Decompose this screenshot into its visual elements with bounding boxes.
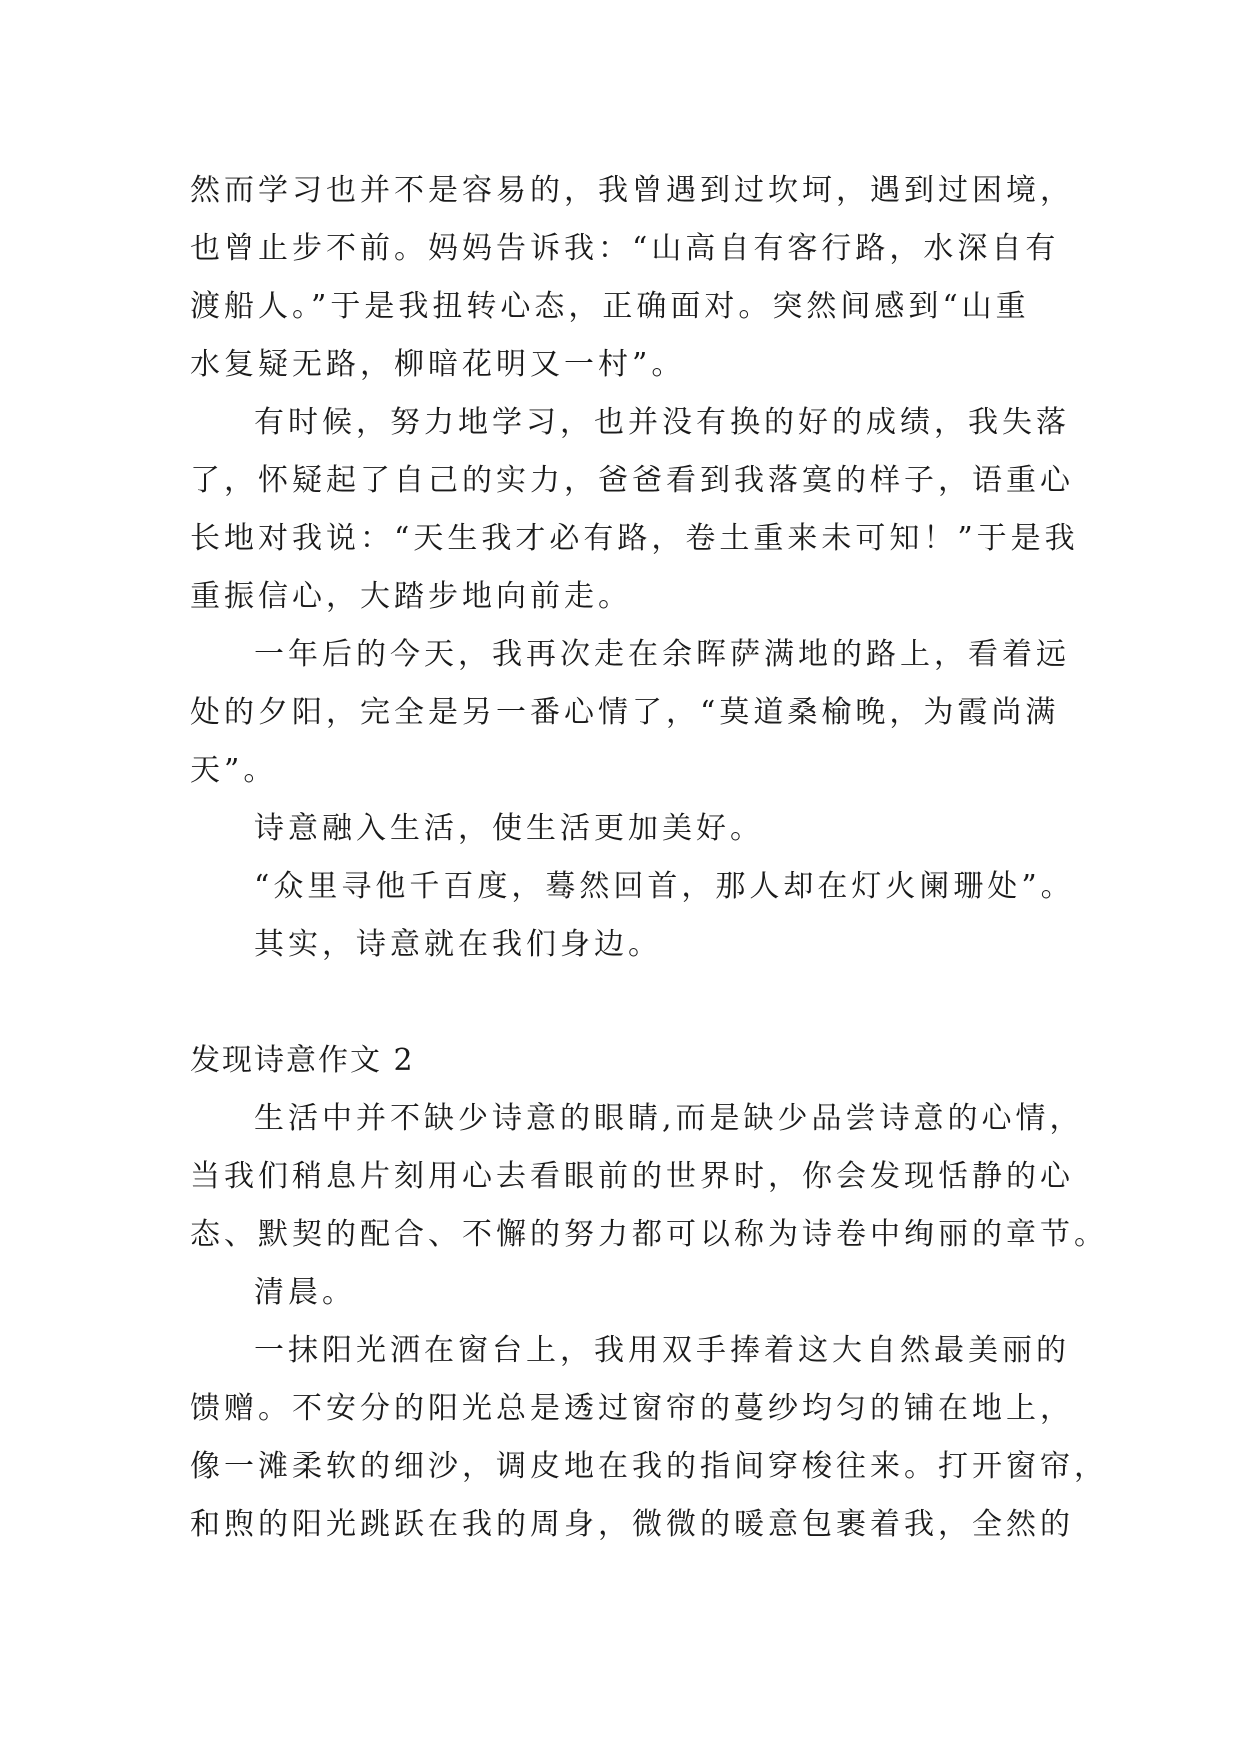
paragraph-quote: “众里寻他千百度，蓦然回首，那人却在灯火阑珊处”。 <box>254 869 1075 904</box>
paragraph-conclusion: 其实，诗意就在我们身边。 <box>254 927 662 962</box>
text-line: 了，怀疑起了自己的实力，爸爸看到我落寞的样子，语重心 <box>190 463 1074 498</box>
text-line: 馈赠。不安分的阳光总是透过窗帘的蔓纱均匀的铺在地上， <box>190 1391 1074 1426</box>
text-line: 天”。 <box>190 753 278 788</box>
paragraph-intro <box>190 1090 1108 1264</box>
text-line: 一抹阳光洒在窗台上，我用双手捧着这大自然最美丽的 <box>254 1333 1070 1368</box>
text-line: 也曾止步不前。妈妈告诉我：“山高自有客行路，水深自有 <box>190 231 1060 266</box>
paragraph-poetry-life: 诗意融入生活，使生活更加美好。 <box>254 811 764 846</box>
text-line: 重振信心，大踏步地向前走。 <box>190 579 632 614</box>
paragraph-sunlight <box>190 1322 1108 1554</box>
text-line: 水复疑无路，柳暗花明又一村”。 <box>190 347 686 382</box>
text-line: 生活中并不缺少诗意的眼睛,而是缺少品尝诗意的心情， <box>254 1101 1084 1136</box>
paragraph-setback <box>190 394 1079 626</box>
paragraph-sunset <box>190 626 1070 800</box>
text-line: 有时候，努力地学习，也并没有换的好的成绩，我失落 <box>254 405 1070 440</box>
text-line: 然而学习也并不是容易的，我曾遇到过坎坷，遇到过困境， <box>190 173 1074 208</box>
section-heading: 发现诗意作文 2 <box>190 1043 415 1078</box>
text-line: 处的夕阳，完全是另一番心情了，“莫道桑榆晚，为霞尚满 <box>190 695 1060 730</box>
text-line: 像一滩柔软的细沙，调皮地在我的指间穿梭往来。打开窗帘， <box>190 1449 1108 1484</box>
text-line: 态、默契的配合、不懈的努力都可以称为诗卷中绚丽的章节。 <box>190 1217 1108 1252</box>
text-line: 和煦的阳光跳跃在我的周身，微微的暖意包裹着我，全然的 <box>190 1507 1074 1542</box>
text-line: 当我们稍息片刻用心去看眼前的世界时，你会发现恬静的心 <box>190 1159 1074 1194</box>
text-line: 一年后的今天，我再次走在余晖萨满地的路上，看着远 <box>254 637 1070 672</box>
section-gap <box>190 974 1070 1032</box>
text-line: 长地对我说：“天生我才必有路，卷土重来未可知！”于是我 <box>190 521 1079 556</box>
paragraph-struggle <box>190 162 1074 394</box>
paragraph-morning: 清晨。 <box>254 1275 356 1310</box>
text-line: 渡船人。”于是我扭转心态，正确面对。突然间感到“山重 <box>190 289 1030 324</box>
document-body <box>190 162 1108 1554</box>
